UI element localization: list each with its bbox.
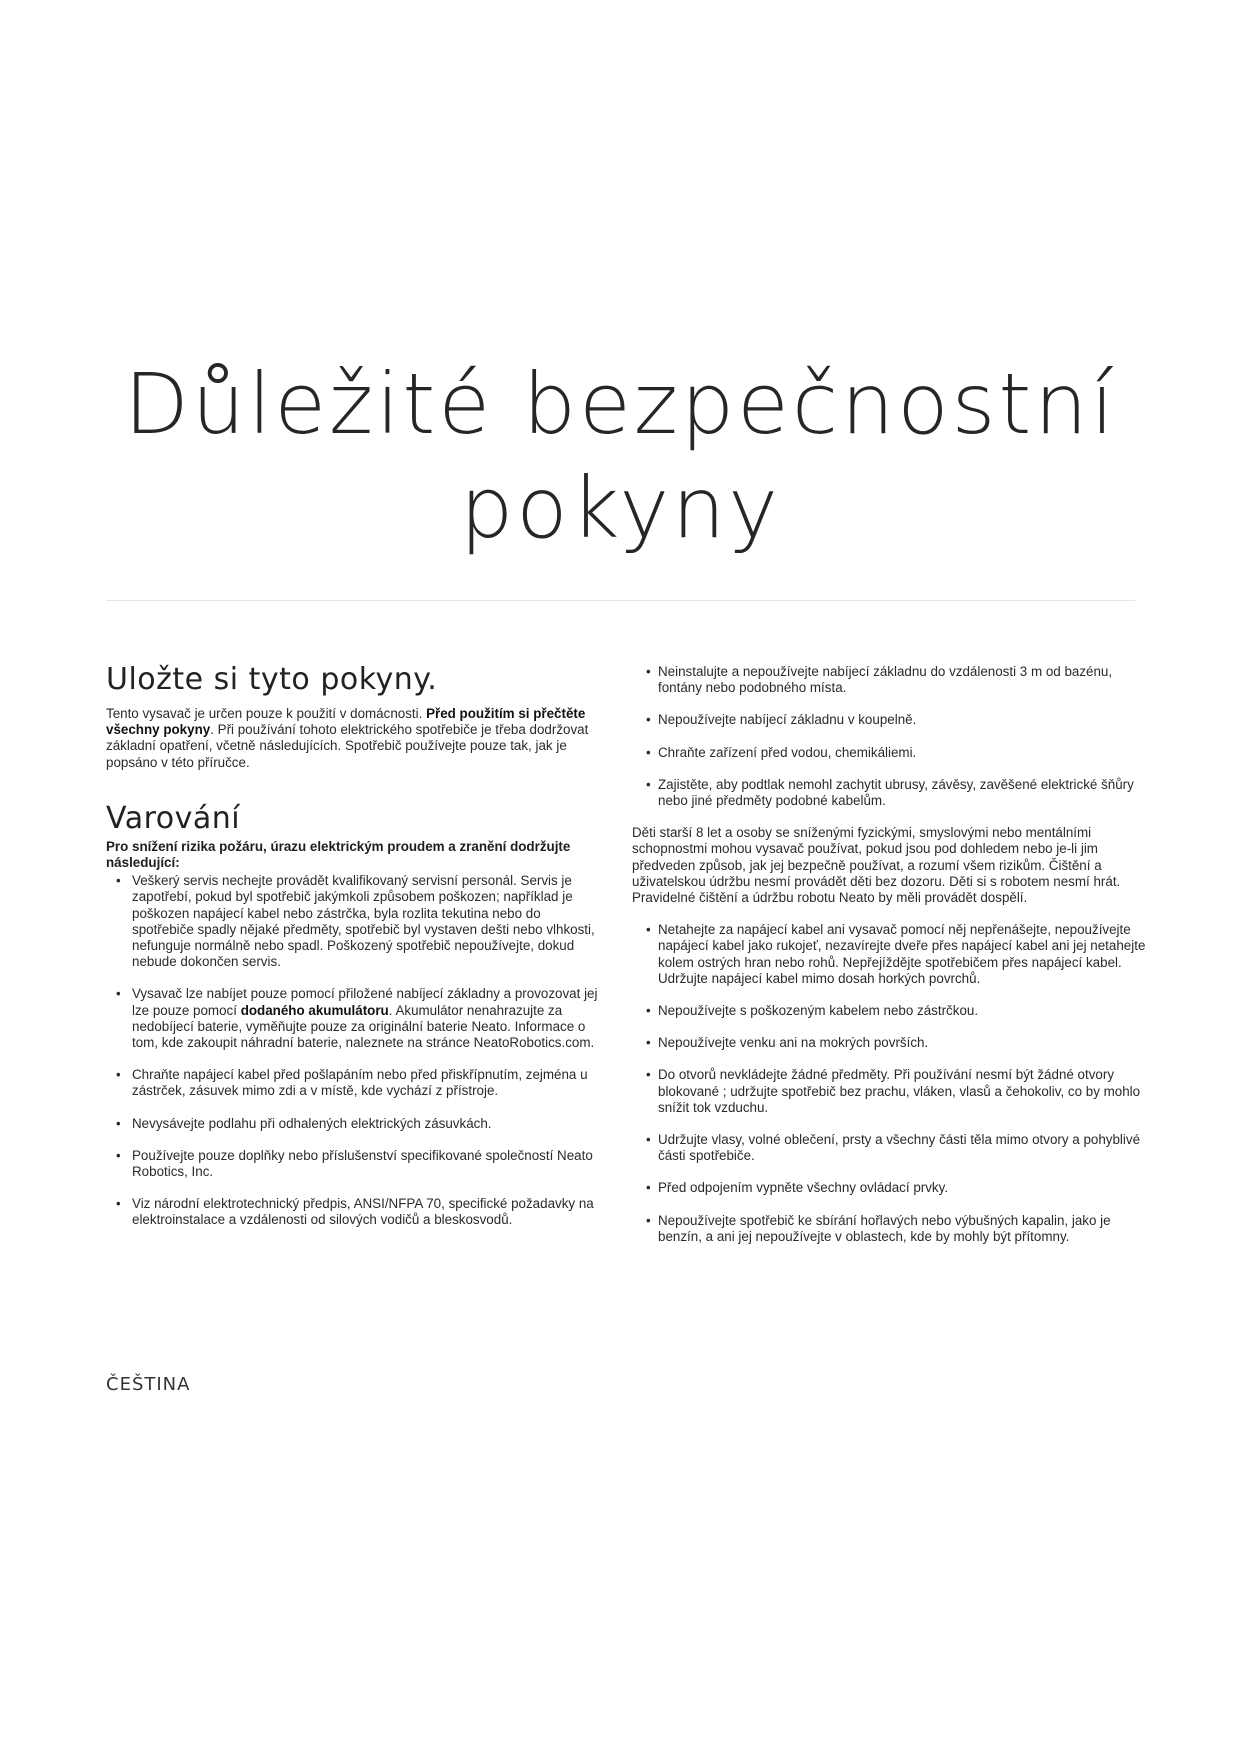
page-title-line-1: Důležité bezpečnostní	[124, 355, 1117, 453]
bullet-glyph: •	[116, 1115, 121, 1131]
list-item	[632, 1213, 1152, 1245]
list-item	[632, 745, 1152, 761]
page-title-line-2: pokyny	[459, 459, 782, 557]
bullet-glyph: •	[646, 1212, 651, 1228]
list-item-text: Nepoužívejte spotřebič ke sbírání hořlavých nebo výbušných kapalin, jako je benzín, a ani jej nepoužívejte v oblastech, kde by mohly být přítomny.	[658, 1212, 1111, 1244]
list-item	[106, 1116, 604, 1132]
list-item-text: Netahejte za napájecí kabel ani vysavač pomocí něj nepřenášejte, nepoužívejte napájecí kabel jako rukojeť, nezavírejte dveře přes napájecí kabel ani jej netahejte kolem ostrých hran nebo rohů. Nepřejíždějte spotřebičem přes napájecí kabel. Udržujte napájecí kabel mimo dosah horkých povrchů.	[658, 922, 1146, 986]
bullet-glyph: •	[646, 712, 651, 728]
list-item-text: Udržujte vlasy, volné oblečení, prsty a všechny části těla mimo otvory a pohyblivé části spotřebiče.	[658, 1132, 1141, 1164]
bullet-glyph: •	[116, 986, 121, 1002]
save-heading: Uložte si tyto pokyny.	[106, 662, 438, 697]
list-item-text: Chraňte napájecí kabel před pošlapáním nebo před přiskřípnutím, zejména u zástrček, zásuvek mimo zdi a v místě, kde vychází z přístroje.	[132, 1067, 588, 1099]
list-item-text: Nepoužívejte nabíjecí základnu v koupelně.	[658, 712, 917, 728]
bullet-glyph: •	[646, 1132, 651, 1148]
warning-list	[106, 873, 604, 1228]
list-item	[106, 1067, 604, 1099]
bullet-glyph: •	[646, 744, 651, 760]
list-item-text: Neinstalujte a nepoužívejte nabíjecí základnu do vzdálenosti 3 m od bazénu, fontány nebo podobného místa.	[658, 664, 1113, 696]
page-title	[100, 352, 1141, 560]
list-item	[106, 1148, 604, 1180]
title-divider	[106, 600, 1135, 601]
battery-bold: dodaného akumulátoru	[240, 1002, 389, 1018]
list-item-text: Nepoužívejte s poškozeným kabelem nebo zástrčkou.	[658, 1003, 979, 1019]
right-column	[632, 664, 1152, 1261]
list-item	[106, 1196, 604, 1228]
bullet-glyph: •	[646, 664, 651, 679]
list-item	[632, 922, 1152, 987]
list-item-text: Viz národní elektrotechnický předpis, ANSI/NFPA 70, specifické požadavky na elektroinstalace a vzdálenosti od silových vodičů a bleskosvodů.	[132, 1196, 594, 1228]
list-item	[632, 712, 1152, 728]
list-item-text: Před odpojením vypněte všechny ovládací prvky.	[658, 1180, 949, 1196]
bullet-glyph: •	[646, 776, 651, 792]
list-item-text: Do otvorů nevkládejte žádné předměty. Při používání nesmí být žádné otvory blokované ; udržujte spotřebič bez prachu, vláken, vlasů a čehokoliv, co by mohlo snížit tok vzduchu.	[658, 1067, 1141, 1115]
list-item-text: Chraňte zařízení před vodou, chemikáliemi.	[658, 744, 917, 760]
battery-text-1: Vysavač lze nabíjet pouze pomocí přiložené nabíjecí základny a provozovat jej lze pouze pomocí	[132, 986, 598, 1018]
left-column	[106, 660, 604, 1245]
right-list-top	[632, 664, 1152, 809]
list-item	[632, 1003, 1152, 1019]
list-item	[632, 1180, 1152, 1196]
save-intro	[106, 706, 604, 771]
list-item	[106, 873, 604, 970]
list-item-text: Používejte pouze doplňky nebo příslušenství specifikované společností Neato Robotics, Inc.	[132, 1147, 593, 1180]
right-list-bottom	[632, 922, 1152, 1245]
warning-lead: Pro snížení rizika požáru, úrazu elektrickým proudem a zranění dodržujte následující:	[106, 838, 571, 871]
list-item	[632, 1035, 1152, 1051]
save-intro-bold: Před použitím si přečtěte všechny pokyny	[106, 706, 586, 738]
list-item-text: Nepoužívejte venku ani na mokrých površích.	[658, 1035, 929, 1051]
list-item	[106, 986, 604, 1051]
save-intro-text-1: Tento vysavač je určen pouze k použití v domácnosti.	[106, 706, 427, 721]
save-intro-text-2: . Při používání tohoto elektrického spotřebiče je třeba dodržovat základní opatření, včetně následujících. Spotřebič používejte pouze tak, jak je popsáno v této příručce.	[106, 722, 589, 770]
footer-language: ČEŠTINA	[106, 1374, 191, 1395]
battery-text-2: . Akumulátor nenahrazujte za nedobíjecí baterie, vyměňujte pouze za originální baterie Neato. Informace o tom, kde zakoupit náhradní baterie, naleznete na stránce NeatoRobotics.com.	[132, 1002, 595, 1051]
list-item-text: Zajistěte, aby podtlak nemohl zachytit ubrusy, závěsy, zavěšené elektrické šňůry nebo jiné předměty podobné kabelům.	[658, 776, 1134, 809]
bullet-glyph: •	[646, 1035, 651, 1051]
bullet-glyph: •	[646, 922, 651, 938]
bullet-glyph: •	[116, 1147, 121, 1163]
children-paragraph: Děti starší 8 let a osoby se sníženými fyzickými, smyslovými nebo mentálními schopnostmi mohou vysavač používat, pokud jsou pod dohledem nebo je-li jim předveden způsob, jak jej bezpečně používat, a rozumí všem rizikům. Čištění a uživatelskou údržbu nesmí provádět děti bez dozoru. Děti si s robotem nesmí hrát. Pravidelné čištění a údržbu robotu Neato by měli provádět dospělí.	[632, 825, 1121, 906]
list-item	[632, 664, 1152, 696]
bullet-glyph: •	[116, 1196, 121, 1212]
list-item-text: Veškerý servis nechejte provádět kvalifikovaný servisní personál. Servis je zapotřebí, pokud byl spotřebič jakýmkoli způsobem poškozen; například je poškozen napájecí kabel nebo zástrčka, byla rozlita tekutina nebo do spotřebiče spadly nějaké předměty, spotřebič byl vystaven dešti nebo vlhkosti, nefunguje normálně nebo spadl. Poškozený spotřebič nepoužívejte, dokud nebude dokončen servis.	[132, 873, 595, 970]
bullet-glyph: •	[646, 1180, 651, 1196]
bullet-glyph: •	[116, 873, 121, 889]
warning-heading: Varování	[106, 800, 241, 836]
list-item	[632, 1067, 1152, 1116]
list-item	[632, 777, 1152, 809]
bullet-glyph: •	[116, 1067, 121, 1083]
bullet-glyph: •	[646, 1003, 651, 1019]
bullet-glyph: •	[646, 1067, 651, 1083]
list-item-text: Nevysávejte podlahu při odhalených elektrických zásuvkách.	[132, 1115, 492, 1131]
list-item	[632, 1132, 1152, 1164]
